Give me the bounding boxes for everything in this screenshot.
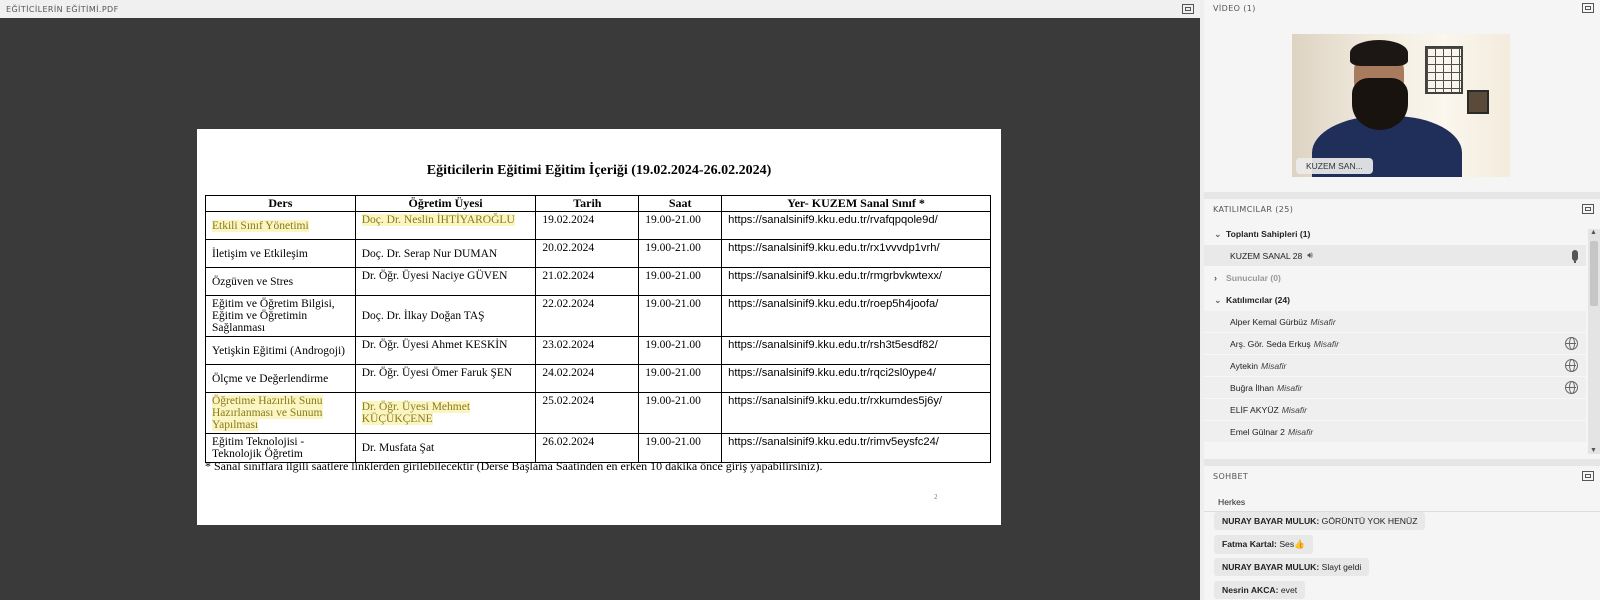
cell-tarih: 19.02.2024 (536, 212, 639, 240)
attendee-name: ELİF AKYÜZ (1230, 404, 1279, 415)
table-row (206, 296, 991, 337)
group-participants[interactable] (1204, 289, 1586, 311)
video-pod-header (1204, 0, 1600, 16)
attendee-role: Misafir (1287, 426, 1314, 437)
scrollbar-thumb[interactable] (1590, 241, 1598, 306)
chat-message (1214, 558, 1369, 576)
group-label: Toplantı Sahipleri (1) (1226, 229, 1311, 239)
cell-yer: https://sanalsinif9.kku.edu.tr/rimv5eysfc24/ (722, 434, 991, 463)
cell-saat: 19.00-21.00 (639, 268, 722, 296)
tab-everyone[interactable]: Herkes (1218, 497, 1245, 513)
column-header: Öğretim Üyesi (355, 196, 536, 212)
cell-tarih: 25.02.2024 (536, 393, 639, 434)
message-text: evet (1280, 585, 1298, 595)
message-sender: NURAY BAYAR MULUK: (1222, 516, 1320, 526)
cell-yer: https://sanalsinif9.kku.edu.tr/rxkumdes5j6y/ (722, 393, 991, 434)
attendee-name: Emel Gülnar 2 (1230, 426, 1285, 437)
cell-tarih: 20.02.2024 (536, 240, 639, 268)
video-name-label: KUZEM SAN... (1296, 158, 1373, 174)
right-column (1204, 0, 1600, 600)
cell-tarih: 26.02.2024 (536, 434, 639, 463)
column-header: Tarih (536, 196, 639, 212)
cell-ders: İletişim ve Etkileşim (206, 240, 356, 268)
cell-saat: 19.00-21.00 (639, 240, 722, 268)
table-row (206, 337, 991, 365)
attendee-row[interactable] (1204, 333, 1586, 355)
maximize-icon[interactable] (1582, 204, 1594, 214)
share-pod-title: EĞİTİCİLERİN EĞİTİMİ.PDF (6, 4, 119, 14)
attendees-pod-title: KATILIMCILAR (25) (1213, 204, 1294, 214)
cell-saat: 19.00-21.00 (639, 434, 722, 463)
cell-tarih: 21.02.2024 (536, 268, 639, 296)
cell-ders: Özgüven ve Stres (206, 268, 356, 296)
document-heading: Eğiticilerin Eğitimi Eğitim İçeriği (19.02.2024-26.02.2024) (426, 163, 772, 178)
message-sender: Nesrin AKCA: (1222, 585, 1279, 595)
attendee-name: Alper Kemal Gürbüz (1230, 316, 1308, 327)
attendee-name: Buğra İlhan (1230, 382, 1274, 393)
cell-ders: Yetişkin Eğitimi (Androgoji) (206, 337, 356, 365)
attendee-list (1204, 223, 1586, 457)
attendee-role: Misafir (1281, 404, 1308, 415)
message-sender: NURAY BAYAR MULUK: (1222, 562, 1320, 572)
video-pod (1204, 0, 1600, 192)
attendee-row[interactable] (1204, 311, 1586, 333)
table-header-row (206, 196, 991, 212)
cell-ogretim-uyesi: Dr. Musfata Şat (355, 434, 536, 463)
globe-icon (1565, 359, 1578, 372)
video-pod-title: VİDEO (1) (1213, 3, 1256, 13)
attendee-host[interactable] (1204, 245, 1586, 267)
group-presenters[interactable] (1204, 267, 1586, 289)
table-row (206, 365, 991, 393)
cell-ogretim-uyesi: Dr. Öğr. Üyesi Ömer Faruk ŞEN (355, 365, 536, 393)
cell-saat: 19.00-21.00 (639, 296, 722, 337)
cell-yer: https://sanalsinif9.kku.edu.tr/rmgrbvkwtexx/ (722, 268, 991, 296)
attendee-role: Misafir (1261, 360, 1287, 371)
attendee-role: Misafir (1310, 316, 1336, 327)
highlighted-text: Dr. Öğr. Üyesi Mehmet KÜÇÜKÇENE (361, 401, 471, 425)
cell-ogretim-uyesi: Dr. Öğr. Üyesi Naciye GÜVEN (355, 268, 536, 296)
webcam-video[interactable] (1292, 34, 1510, 177)
cell-ders (206, 393, 356, 434)
group-label: Sunucular (0) (1226, 273, 1281, 283)
wall-frame-decor (1467, 90, 1489, 114)
attendee-row[interactable] (1204, 421, 1586, 443)
highlighted-text: Etkili Sınıf Yönetimi (212, 219, 309, 232)
cell-ders (206, 212, 356, 240)
chevron-down-icon: ⌄ (1214, 228, 1222, 239)
table-row (206, 393, 991, 434)
cell-tarih: 24.02.2024 (536, 365, 639, 393)
table-row (206, 212, 991, 240)
message-text: Slayt geldi (1321, 562, 1362, 572)
chat-pod (1204, 466, 1600, 600)
attendee-scrollbar[interactable] (1588, 229, 1600, 454)
cell-saat: 19.00-21.00 (639, 212, 722, 240)
speaker-icon: 🔊︎ (1307, 250, 1313, 260)
wall-grid-decor (1425, 46, 1463, 94)
attendee-row[interactable] (1204, 355, 1586, 377)
attendee-row[interactable] (1204, 399, 1586, 421)
page-number: 2 (934, 493, 938, 501)
attendee-name: Aytekin (1230, 360, 1259, 371)
scroll-down-icon[interactable]: ▼ (1590, 447, 1597, 454)
microphone-icon[interactable] (1572, 250, 1578, 261)
message-sender: Fatma Kartal: (1222, 539, 1277, 549)
maximize-icon[interactable] (1582, 471, 1594, 481)
column-header: Yer- KUZEM Sanal Sınıf * (722, 196, 991, 212)
attendee-role: Misafir (1276, 382, 1303, 393)
scroll-up-icon[interactable]: ▲ (1590, 229, 1597, 236)
presenter-hair (1350, 40, 1408, 66)
cell-ogretim-uyesi (355, 212, 536, 240)
cell-saat: 19.00-21.00 (639, 337, 722, 365)
cell-saat: 19.00-21.00 (639, 365, 722, 393)
chat-message (1214, 512, 1425, 530)
message-text: GÖRÜNTÜ YOK HENÜZ (1321, 516, 1418, 526)
chevron-down-icon: ⌄ (1214, 294, 1222, 305)
schedule-table (205, 195, 991, 463)
group-hosts[interactable] (1204, 223, 1586, 245)
attendee-role: Misafir (1313, 338, 1340, 349)
chat-pod-header (1204, 466, 1600, 486)
cell-tarih: 22.02.2024 (536, 296, 639, 337)
attendee-name: Arş. Gör. Seda Erkuş (1230, 338, 1311, 349)
cell-saat: 19.00-21.00 (639, 393, 722, 434)
cell-ogretim-uyesi: Doç. Dr. Serap Nur DUMAN (355, 240, 536, 268)
cell-ogretim-uyesi: Doç. Dr. İlkay Doğan TAŞ (355, 296, 536, 337)
chevron-right-icon: › (1214, 273, 1217, 283)
attendees-pod-header (1204, 199, 1600, 219)
group-label: Katılımcılar (24) (1226, 295, 1290, 305)
highlighted-text: Doç. Dr. Neslin İHTİYAROĞLU (361, 214, 515, 226)
chat-pod-title: SOHBET (1213, 471, 1249, 481)
message-text: Ses👍 (1279, 539, 1305, 549)
cell-ogretim-uyesi: Dr. Öğr. Üyesi Ahmet KESKİN (355, 337, 536, 365)
cell-yer: https://sanalsinif9.kku.edu.tr/roep5h4joofa/ (722, 296, 991, 337)
maximize-icon[interactable] (1182, 4, 1194, 14)
attendee-name: KUZEM SANAL 28 (1230, 250, 1303, 261)
maximize-icon[interactable] (1582, 3, 1594, 13)
chat-tabs (1218, 492, 1245, 512)
cell-yer: https://sanalsinif9.kku.edu.tr/rx1vvvdp1vrh/ (722, 240, 991, 268)
cell-ders: Ölçme ve Değerlendirme (206, 365, 356, 393)
chat-message (1214, 535, 1313, 554)
cell-tarih: 23.02.2024 (536, 337, 639, 365)
share-pod-header (0, 0, 1200, 18)
column-header: Saat (639, 196, 722, 212)
cell-ders: Eğitim ve Öğretim Bilgisi, Eğitim ve Öğretimin Sağlanması (206, 296, 356, 337)
document-footnote: * Sanal sınıflara ilgili saatlere linklerden girilebilecektir (Derse Başlama Saatinden en erken 10 dakika önce giriş yapabilirsiniz). (205, 459, 823, 473)
cell-yer: https://sanalsinif9.kku.edu.tr/rsh3t5esdf82/ (722, 337, 991, 365)
highlighted-text: Öğretime Hazırlık Sunu Hazırlanması ve Sunum Yapılması (212, 395, 323, 431)
cell-ogretim-uyesi (355, 393, 536, 434)
attendee-row[interactable] (1204, 377, 1586, 399)
table-row (206, 268, 991, 296)
table-row (206, 240, 991, 268)
globe-icon (1565, 337, 1578, 350)
cell-ders: Eğitim Teknolojisi - Teknolojik Öğretim (206, 434, 356, 463)
pdf-page (197, 129, 1001, 525)
chat-message (1214, 581, 1305, 599)
column-header: Ders (206, 196, 356, 212)
globe-icon (1565, 381, 1578, 394)
cell-yer: https://sanalsinif9.kku.edu.tr/rvafqpqole9d/ (722, 212, 991, 240)
cell-yer: https://sanalsinif9.kku.edu.tr/rqci2sl0ype4/ (722, 365, 991, 393)
attendees-pod (1204, 199, 1600, 459)
presenter-beard (1352, 78, 1408, 130)
